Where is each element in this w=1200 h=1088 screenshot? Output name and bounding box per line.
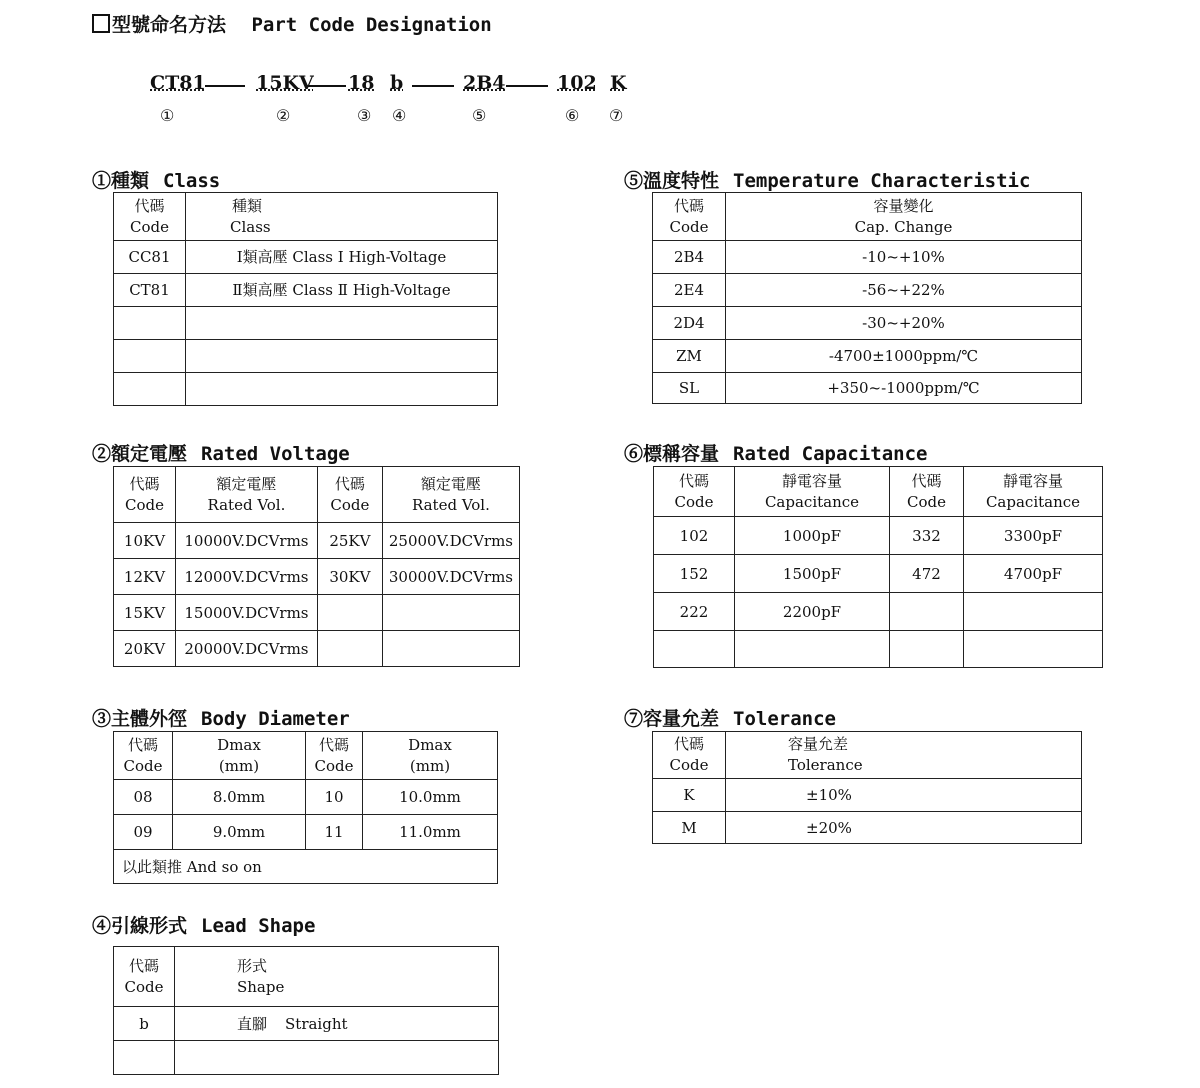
temp-section-title (624, 166, 1030, 193)
header-cell (114, 467, 176, 523)
value-cell: 10.0mm (363, 780, 498, 815)
header-text: Tolerance (788, 756, 863, 774)
table-header-row (114, 947, 499, 1007)
section-title-zh: ④引線形式 (92, 915, 188, 937)
header-text: 容量變化 (873, 196, 934, 215)
code-cell (317, 631, 382, 667)
table-header-row (114, 732, 498, 780)
desc-cell (175, 1007, 499, 1041)
desc-cell (186, 307, 498, 340)
value-cell: 4700pF (964, 555, 1103, 593)
code-cell (114, 373, 186, 406)
code-cell: 09 (114, 815, 173, 850)
header-text: Code (669, 217, 709, 236)
table-header-row (114, 193, 498, 241)
table-row (114, 780, 498, 815)
value-cell: -56~+22% (726, 274, 1082, 307)
separator-dash (506, 85, 548, 87)
section-title-en: Lead Shape (201, 915, 316, 937)
header-cell (317, 467, 382, 523)
footer-note: 以此類推 And so on (114, 850, 498, 884)
value-cell: 30000V.DCVrms (382, 559, 519, 595)
value-cell: -30~+20% (726, 307, 1082, 340)
separator-dash (205, 85, 245, 87)
header-cell (726, 732, 1082, 779)
table-header-row (114, 467, 520, 523)
header-text: Capacitance (764, 492, 860, 511)
header-text: 靜電容量 (1002, 471, 1063, 490)
desc-zh: 直腳 (237, 1014, 268, 1033)
value-cell: 11.0mm (363, 815, 498, 850)
header-text: 代碼 (129, 474, 160, 493)
header-cell (175, 947, 499, 1007)
desc-cell (186, 340, 498, 373)
header-cell (175, 467, 317, 523)
header-text: 額定電壓 (420, 474, 481, 493)
value-cell: 1500pF (735, 555, 890, 593)
table-row (653, 373, 1082, 404)
marker-7: ⑦ (609, 106, 624, 125)
header-text: 代碼 (134, 196, 165, 215)
value-cell (382, 595, 519, 631)
code-part-diameter: 18 (348, 72, 375, 94)
lead-table (113, 946, 499, 1075)
header-text: Code (123, 756, 163, 775)
table-row (114, 241, 498, 274)
table-row (653, 779, 1082, 812)
code-cell: 2E4 (653, 274, 726, 307)
header-text: Code (907, 492, 946, 511)
header-text: Shape (237, 977, 285, 996)
header-text: Code (674, 492, 714, 511)
code-cell: 102 (654, 517, 735, 555)
table-row (653, 812, 1082, 844)
code-cell: CC81 (114, 241, 186, 274)
code-cell: SL (653, 373, 726, 404)
code-cell (114, 340, 186, 373)
section-title-en: Rated Voltage (201, 443, 350, 465)
code-part-class: CT81 (150, 72, 206, 94)
code-cell: 332 (890, 517, 964, 555)
class-section-title (92, 166, 220, 193)
value-cell: 25000V.DCVrms (382, 523, 519, 559)
section-title-en: Temperature Characteristic (733, 170, 1031, 192)
tolerance-table (652, 731, 1082, 844)
code-cell: 222 (654, 593, 735, 631)
header-cell (726, 193, 1082, 241)
value-cell: +350~-1000ppm/℃ (726, 373, 1082, 404)
code-cell: 10 (306, 780, 363, 815)
checkbox-square-icon (92, 14, 110, 33)
lead-section-title (92, 911, 315, 938)
code-part-lead: b (390, 72, 404, 94)
code-cell (654, 631, 735, 668)
header-text: Capacitance (985, 492, 1081, 511)
header-cell (735, 467, 890, 517)
value-cell (964, 631, 1103, 668)
table-row (114, 1007, 499, 1041)
code-cell: ZM (653, 340, 726, 373)
section-title-zh: ①種類 (92, 170, 150, 192)
marker-3: ③ (357, 106, 372, 125)
header-cell (306, 732, 363, 780)
value-cell: 12000V.DCVrms (175, 559, 317, 595)
value-cell: 9.0mm (173, 815, 306, 850)
code-cell (114, 307, 186, 340)
code-cell: 472 (890, 555, 964, 593)
value-cell: -10~+10% (726, 241, 1082, 274)
value-cell: ±20% (726, 812, 1082, 844)
header-text: Code (330, 495, 370, 514)
code-cell: 20KV (114, 631, 176, 667)
table-row (114, 373, 498, 406)
diameter-section-title (92, 704, 350, 731)
table-row (114, 631, 520, 667)
separator-dash (412, 85, 454, 87)
section-title-zh: ③主體外徑 (92, 708, 188, 730)
capacitance-table (653, 466, 1103, 668)
page-title (92, 10, 492, 37)
marker-1: ① (160, 106, 175, 125)
section-title-zh: ⑦容量允差 (624, 708, 720, 730)
code-cell: 12KV (114, 559, 176, 595)
value-cell: 2200pF (735, 593, 890, 631)
header-text: 代碼 (318, 735, 349, 754)
code-cell: 2B4 (653, 241, 726, 274)
header-text: Cap. Change (854, 217, 953, 236)
header-text: 額定電壓 (216, 474, 277, 493)
table-row (653, 340, 1082, 373)
code-cell: K (653, 779, 726, 812)
table-row (653, 274, 1082, 307)
code-cell: 15KV (114, 595, 176, 631)
header-text: Code (124, 495, 164, 514)
code-part-voltage: 15KV (256, 72, 314, 94)
header-text: 代碼 (127, 735, 158, 754)
marker-6: ⑥ (565, 106, 580, 125)
section-title-en: Body Diameter (201, 708, 350, 730)
section-title-en: Tolerance (733, 708, 836, 730)
header-text: 代碼 (334, 474, 365, 493)
table-row (114, 1041, 499, 1075)
code-cell (890, 631, 964, 668)
header-text: Code (130, 217, 169, 236)
tolerance-section-title (624, 704, 836, 731)
header-cell (363, 732, 498, 780)
code-cell: 08 (114, 780, 173, 815)
desc-cell: Ⅱ類高壓 Class Ⅱ High-Voltage (186, 274, 498, 307)
table-row (654, 555, 1103, 593)
header-cell (964, 467, 1103, 517)
value-cell (382, 631, 519, 667)
header-text: Code (669, 756, 709, 774)
code-cell: CT81 (114, 274, 186, 307)
cap-section-title (624, 439, 927, 466)
class-table (113, 192, 498, 406)
table-row (654, 631, 1103, 668)
desc-cell (186, 373, 498, 406)
code-cell: 11 (306, 815, 363, 850)
header-text: 容量允差 (788, 735, 849, 753)
header-text: 種類 (232, 196, 263, 215)
code-cell (890, 593, 964, 631)
table-row (114, 595, 520, 631)
table-row (653, 241, 1082, 274)
table-header-row (653, 732, 1082, 779)
value-cell (735, 631, 890, 668)
desc-cell: Ⅰ類高壓 Class Ⅰ High-Voltage (186, 241, 498, 274)
value-cell: 8.0mm (173, 780, 306, 815)
header-text: (mm) (218, 756, 260, 775)
value-cell: 15000V.DCVrms (175, 595, 317, 631)
header-cell (173, 732, 306, 780)
section-title-zh: ⑤溫度特性 (624, 170, 720, 192)
desc-cell (175, 1041, 499, 1075)
table-row (654, 517, 1103, 555)
value-cell (964, 593, 1103, 631)
header-cell (654, 467, 735, 517)
table-row (653, 307, 1082, 340)
header-text: Dmax (408, 735, 452, 754)
header-text: Code (314, 756, 354, 775)
code-cell: 2D4 (653, 307, 726, 340)
section-title-en: Class (163, 170, 221, 192)
page-title-en: Part Code Designation (251, 14, 492, 36)
value-cell: -4700±1000ppm/℃ (726, 340, 1082, 373)
code-cell: 30KV (317, 559, 382, 595)
code-cell: M (653, 812, 726, 844)
header-text: 代碼 (673, 196, 704, 215)
table-row (114, 340, 498, 373)
table-row (114, 559, 520, 595)
code-part-temp: 2B4 (463, 72, 506, 94)
header-cell (653, 193, 726, 241)
code-cell: 152 (654, 555, 735, 593)
table-row (114, 850, 498, 884)
code-cell: 10KV (114, 523, 176, 559)
marker-2: ② (276, 106, 291, 125)
header-cell (114, 732, 173, 780)
header-text: 靜電容量 (781, 471, 842, 490)
section-title-zh: ⑥標稱容量 (624, 443, 720, 465)
header-cell (653, 732, 726, 779)
section-title-zh: ②額定電壓 (92, 443, 188, 465)
header-text: (mm) (409, 756, 451, 775)
header-cell (890, 467, 964, 517)
table-header-row (654, 467, 1103, 517)
desc-en: Straight (285, 1014, 348, 1033)
header-cell (186, 193, 498, 241)
marker-4: ④ (392, 106, 407, 125)
header-text: Rated Vol. (207, 495, 286, 514)
header-cell (114, 947, 175, 1007)
table-row (114, 523, 520, 559)
code-part-capacitance: 102 (557, 72, 597, 94)
code-cell: b (114, 1007, 175, 1041)
table-row (114, 274, 498, 307)
marker-5: ⑤ (472, 106, 487, 125)
header-text: Dmax (217, 735, 261, 754)
page-title-zh: 型號命名方法 (112, 14, 227, 36)
header-text: Rated Vol. (411, 495, 490, 514)
table-row (654, 593, 1103, 631)
temp-table (652, 192, 1082, 404)
header-cell (114, 193, 186, 241)
header-cell (382, 467, 519, 523)
value-cell: 10000V.DCVrms (175, 523, 317, 559)
value-cell: ±10% (726, 779, 1082, 812)
value-cell: 20000V.DCVrms (175, 631, 317, 667)
value-cell: 3300pF (964, 517, 1103, 555)
code-part-tolerance: K (610, 72, 627, 94)
value-cell: 1000pF (735, 517, 890, 555)
voltage-section-title (92, 439, 350, 466)
header-text: Code (124, 977, 164, 996)
header-text: 代碼 (128, 956, 159, 975)
table-row (114, 307, 498, 340)
code-cell (317, 595, 382, 631)
header-text: 代碼 (911, 471, 942, 490)
diameter-table (113, 731, 498, 884)
voltage-table (113, 466, 520, 667)
code-cell: 25KV (317, 523, 382, 559)
separator-dash (306, 85, 346, 87)
header-text: 代碼 (673, 735, 704, 753)
header-text: 形式 (237, 956, 268, 975)
table-header-row (653, 193, 1082, 241)
section-title-en: Rated Capacitance (733, 443, 928, 465)
code-cell (114, 1041, 175, 1075)
header-text: Class (230, 217, 271, 236)
header-text: 代碼 (678, 471, 709, 490)
table-row (114, 815, 498, 850)
